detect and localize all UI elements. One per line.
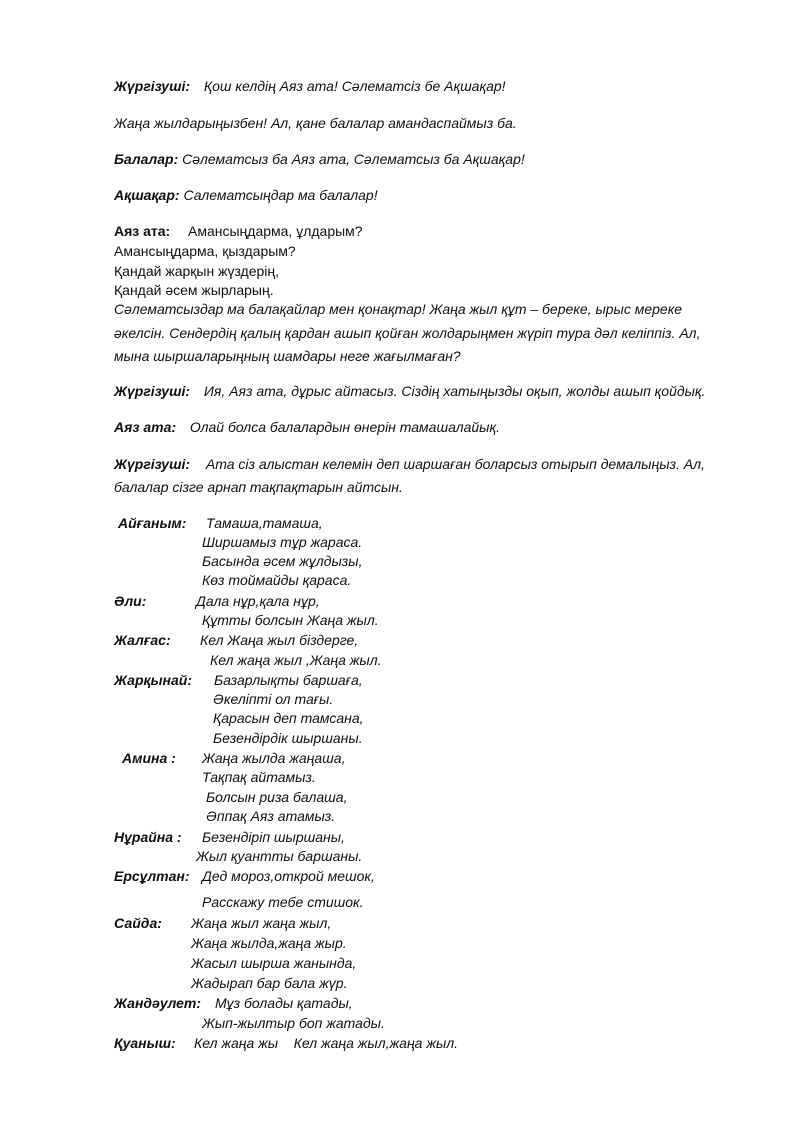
speaker-label: Жарқынай: bbox=[114, 672, 192, 688]
poem-line: Кел Жаңа жыл біздерге, bbox=[200, 632, 359, 648]
poem-line: Жыл қуантты баршаны. bbox=[196, 848, 363, 864]
prose-line: мына шыршаларыңның шамдары неге жағылмаған? bbox=[114, 348, 461, 364]
verse-line: Қандай жарқын жүздерің, bbox=[114, 263, 280, 279]
poem-line: Дед мороз,открой мешок, bbox=[202, 868, 375, 884]
poem-line: Көз тоймайды қараса. bbox=[202, 572, 352, 588]
poem-line: Кел жаңа жы Кел жаңа жыл,жаңа жыл. bbox=[194, 1035, 459, 1051]
paragraph-6 bbox=[114, 382, 705, 401]
poem-line: Жаңа жылда жаңаша, bbox=[202, 750, 346, 766]
poem-line: Жасыл шырша жанында, bbox=[191, 955, 357, 971]
poem-line: Әппақ Аяз атамыз. bbox=[206, 808, 336, 824]
speaker-label: Ерсұлтан: bbox=[114, 868, 190, 884]
paragraph-1 bbox=[114, 77, 506, 96]
poem-line: Расскажу тебе стишок. bbox=[202, 894, 364, 910]
line-text: Қош келдің Аяз ата! Сәлематсіз бе Ақшақар! bbox=[203, 78, 506, 94]
speaker-label: Ақшақар: bbox=[114, 187, 180, 203]
verse-line: Амансыңдарма, ұлдарым? bbox=[188, 223, 363, 239]
paragraph-3 bbox=[114, 150, 525, 169]
poem-line: Ширшамыз тұр жараса. bbox=[202, 534, 363, 550]
paragraph-8 bbox=[114, 455, 705, 474]
poem-line: Жып-жылтыр боп жатады. bbox=[202, 1015, 385, 1031]
line-text: балалар сізге арнап тақпақтарын айтсын. bbox=[114, 479, 403, 495]
speaker-label: Жүргізуші: bbox=[114, 456, 191, 472]
paragraph-7 bbox=[114, 418, 500, 437]
speaker-label: Нұрайна : bbox=[114, 829, 182, 845]
poem-line: Құтты болсын Жаңа жыл. bbox=[202, 612, 379, 628]
speaker-label: Сайда: bbox=[114, 915, 162, 931]
paragraph-5-line-1 bbox=[114, 222, 363, 241]
poem-line: Мұз болады қатады, bbox=[215, 995, 353, 1011]
speaker-label: Аяз ата: bbox=[114, 419, 177, 435]
line-text: Ия, Аяз ата, дұрыс айтасыз. Сіздің хатыңызды оқып, жолды ашып қойдық. bbox=[203, 383, 706, 399]
line-text: Ата сіз алыстан келемін деп шаршаған боларсыз отырып демалыңыз. Ал, bbox=[205, 456, 705, 472]
poem-line: Жаңа жыл жаңа жыл, bbox=[191, 915, 332, 931]
poem-line: Жадырап бар бала жүр. bbox=[191, 975, 348, 991]
line-text: Салематсыңдар ма балалар! bbox=[183, 187, 378, 203]
line-text: Сәлематсыз ба Аяз ата, Сәлематсыз ба Ақшақар! bbox=[182, 151, 525, 167]
verse-line: Амансыңдарма, қыздарым? bbox=[114, 243, 296, 259]
line-text: Олай болса балалардын өнерін тамашалайық. bbox=[189, 419, 500, 435]
speaker-label: Аяз ата: bbox=[114, 223, 171, 239]
speaker-label: Балалар: bbox=[114, 151, 179, 167]
prose-line: Сәлематсыздар ма балақайлар мен қонақтар! Жаңа жыл құт – береке, ырыс мереке bbox=[114, 301, 683, 317]
speaker-label: Айғаным: bbox=[118, 515, 187, 531]
speaker-label: Жалғас: bbox=[114, 632, 171, 648]
speaker-label: Жандәулет: bbox=[114, 995, 202, 1011]
prose-line: әкелсін. Сендердің қалың қардан ашып қойған жолдарыңмен жүріп тура дәл келіппіз. Ал, bbox=[114, 325, 701, 341]
poem-line: Базарлықты баршаға, bbox=[214, 672, 363, 688]
poem-line: Болсын риза балаша, bbox=[206, 789, 348, 805]
poem-line: Безендіріп шыршаны, bbox=[202, 829, 345, 845]
poem-line: Тақпақ айтамыз. bbox=[202, 769, 316, 785]
paragraph-4 bbox=[114, 186, 378, 205]
speaker-label: Қуаныш: bbox=[114, 1035, 176, 1051]
poem-line: Тамаша,тамаша, bbox=[206, 515, 323, 531]
poem-line: Жаңа жылда,жаңа жыр. bbox=[191, 935, 347, 951]
speaker-label: Әли: bbox=[114, 593, 147, 609]
verse-line: Қандай әсем жырларың. bbox=[114, 282, 274, 298]
poem-line: Кел жаңа жыл ,Жаңа жыл. bbox=[210, 652, 382, 668]
poem-line: Безендірдік шыршаны. bbox=[213, 730, 363, 746]
poem-line: Әкеліпті ол тағы. bbox=[213, 691, 334, 707]
speaker-label: Жүргізуші: bbox=[114, 383, 191, 399]
speaker-label: Жүргізуші: bbox=[114, 78, 191, 94]
poem-line: Басында әсем жұлдызы, bbox=[202, 553, 363, 569]
poem-line: Дала нұр,қала нұр, bbox=[196, 593, 320, 609]
paragraph-2: Жаңа жылдарыңызбен! Ал, қане балалар амандаспаймыз ба. bbox=[114, 115, 517, 131]
speaker-label: Амина : bbox=[122, 750, 176, 766]
poem-line: Қарасын деп тамсана, bbox=[213, 710, 364, 726]
